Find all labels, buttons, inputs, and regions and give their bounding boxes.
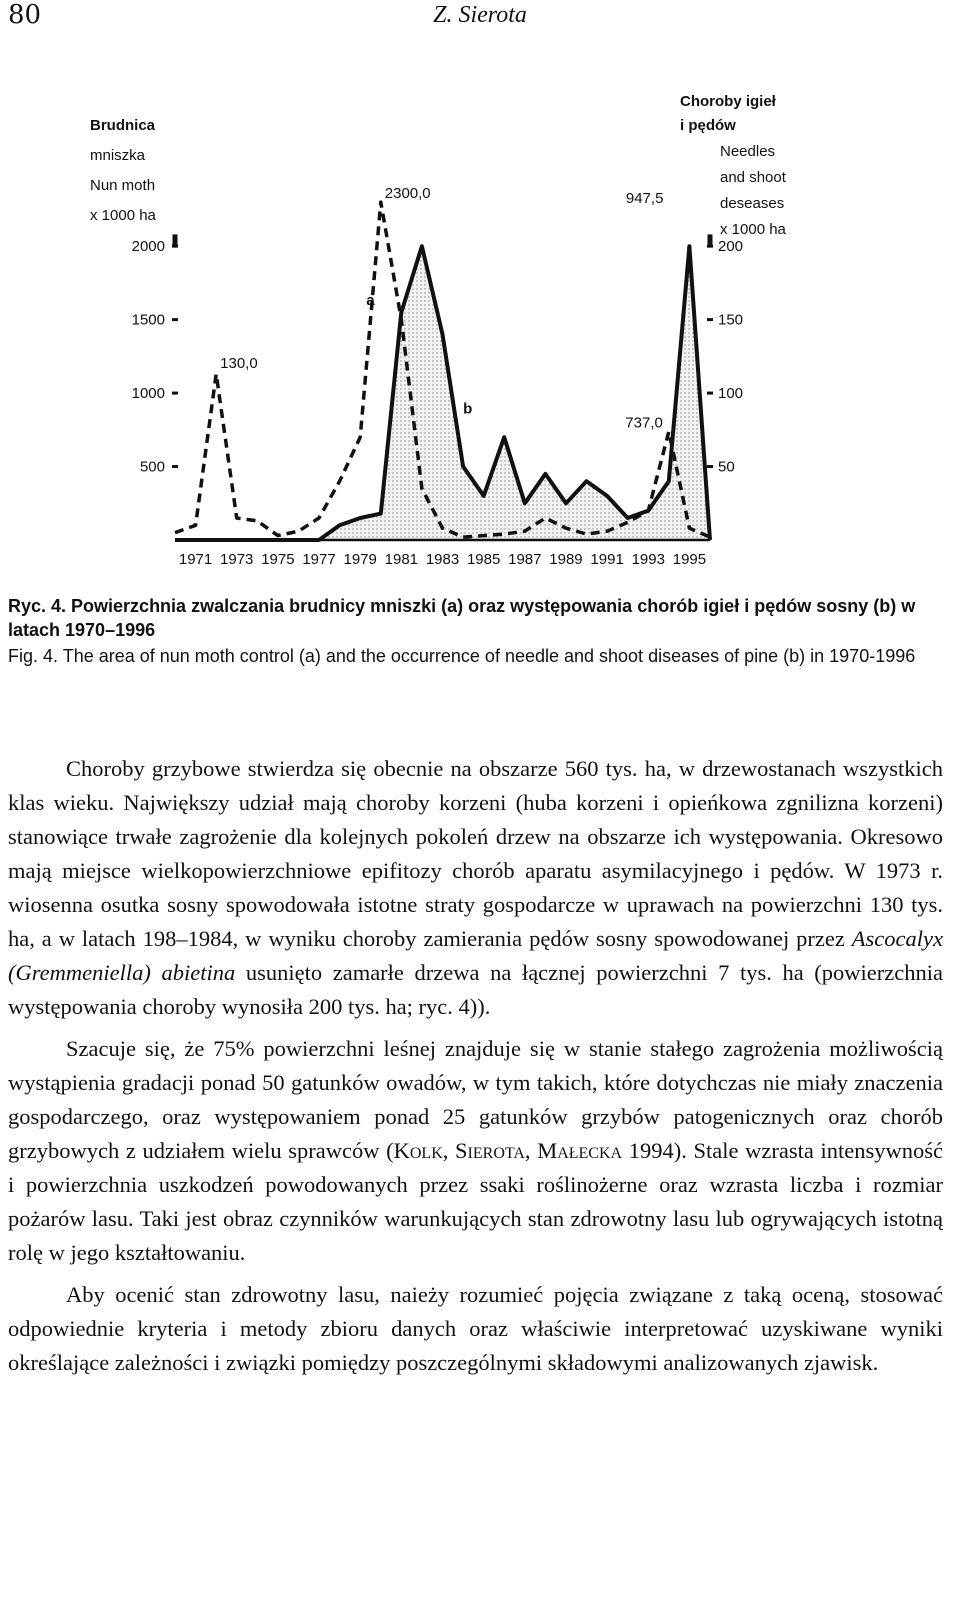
x-tick-label: 1975 [261,551,295,568]
paragraph-2-text-a: Szacuje się, że 75% powierzchni leśnej znajduje się w stanie stałego zagrożenia możliwością wystąpienia gradacji ponad 50 gatunków owadów, w tym takich, które dotychczas nie miały znaczenia gospodarczego, oraz występowaniem ponad 25 gatunków grzybów patogenicznych oraz chorób grzybowych z udziałem wielu sprawców ( [8,1036,943,1163]
x-tick-label: 1983 [425,551,460,568]
x-tick-label: 1981 [384,551,419,568]
series-a-label: a [366,291,375,309]
right-tick-label: 50 [718,458,735,476]
left-tick-label: 1000 [131,385,165,403]
paragraph-3: Aby ocenić stan zdrowotny lasu, naieży rozumieć pojęcia związane z taką oceną, stosować odpowiednie kryteria i metody zbioru danych oraz właściwie interpretować uzyskiwane wyniki określające zależności i związki pomiędzy poszczególnymi składowymi analizowanych zjawisk. [8,1282,943,1375]
left-axis-title-line: x 1000 ha [90,207,156,224]
x-tick-label: 1991 [590,551,624,568]
x-tick-label: 1977 [302,551,336,568]
right-tick-label: 100 [718,385,744,403]
figure-caption-english: Fig. 4. The area of nun moth control (a) and the occurrence of needle and shoot diseases of pine (b) in 1970-1996 [8,646,916,666]
right-axis-title-line: x 1000 ha [720,221,786,238]
left-tick-label: 500 [139,458,165,476]
body-text [8,752,943,1388]
line-chart [60,88,786,578]
series-b-area [175,246,710,540]
paragraph-2 [8,1032,943,1270]
point-label: 130,0 [220,354,258,372]
x-tick-label: 1971 [178,551,213,568]
right-tick-label: 200 [718,238,744,256]
x-tick-label: 1973 [220,551,254,568]
figure-caption-polish: Ryc. 4. Powierzchnia zwalczania brudnicy mniszki (a) oraz występowania chorób igieł i pędów sosny (b) w latach 1970–1996 [8,596,916,640]
paragraph-1 [8,752,943,1024]
left-axis-title-line: Nun moth [90,177,156,194]
right-axis-title-line: Needles [720,143,776,160]
right-axis-title-line: i pędów [680,117,736,134]
point-label: 947,5 [625,190,664,208]
x-tick-label: 1985 [466,551,501,568]
right-axis-title-line: Choroby igieł [680,93,776,110]
left-axis-title-line: mniszka [90,147,146,164]
figure-4 [60,88,786,578]
left-axis-title-line: Brudnica [90,117,156,134]
left-tick-label: 1500 [131,311,165,329]
point-label: 2300,0 [384,185,431,203]
paragraph-1-text-a: Choroby grzybowe stwierdza się obecnie na obszarze 560 tys. ha, w drzewostanach wszystkich klas wieku. Największy udział mają choroby korzeni (huba korzeni i opieńkowa zgnilizna korzeni) stanowiące trwałe zagrożenie dla kolejnych pokoleń drzew na obszarze ich występowania. Okresowo mają miejsce wielkopowierzchniowe epifitozy chorób aparatu asymilacyjnego i pędów. W 1973 r. wiosenna osutka sosny spowodowała istotne straty gospodarcze w uprawach na powierzchni 130 tys. ha, a w latach 198–1984, w wyniku choroby zamierania pędów sosny spowodowanej przez [8,756,943,951]
x-tick-label: 1995 [672,551,707,568]
series-b-label: b [463,400,473,418]
running-head: Z. Sierota [433,2,527,28]
right-tick-label: 150 [718,311,744,329]
paragraph-2-text-b: 1994). Stale wzrasta intensywność i powierzchnia uszkodzeń powodowanych przez ssaki roślinożerne oraz wzrasta liczba i rozmiar pożarów lasu. Taki jest obraz czynników warunkujących stan zdrowotny lasu lub ogrywających istotną rolę w jego kształtowaniu. [8,1138,943,1265]
point-label: 737,0 [625,414,663,432]
x-tick-label: 1987 [508,551,542,568]
x-tick-label: 1989 [549,551,583,568]
x-tick-label: 1993 [631,551,665,568]
right-axis-title-line: deseases [720,195,785,212]
species-name: Ascocalyx (Gremmeniella) abietina [8,926,943,985]
paragraph-1-text-b: usunięto zamarłe drzewa na łącznej powierzchni 7 tys. ha (powierzchnia występowania choroby wynosiła 200 tys. ha; ryc. 4)). [8,960,943,1019]
citation-authors: Kolk, Sierota, Małecka [393,1138,623,1163]
page-number: 80 [8,0,42,30]
right-axis-title-line: and shoot [720,169,786,186]
x-tick-label: 1979 [343,551,377,568]
left-tick-label: 2000 [131,238,165,256]
